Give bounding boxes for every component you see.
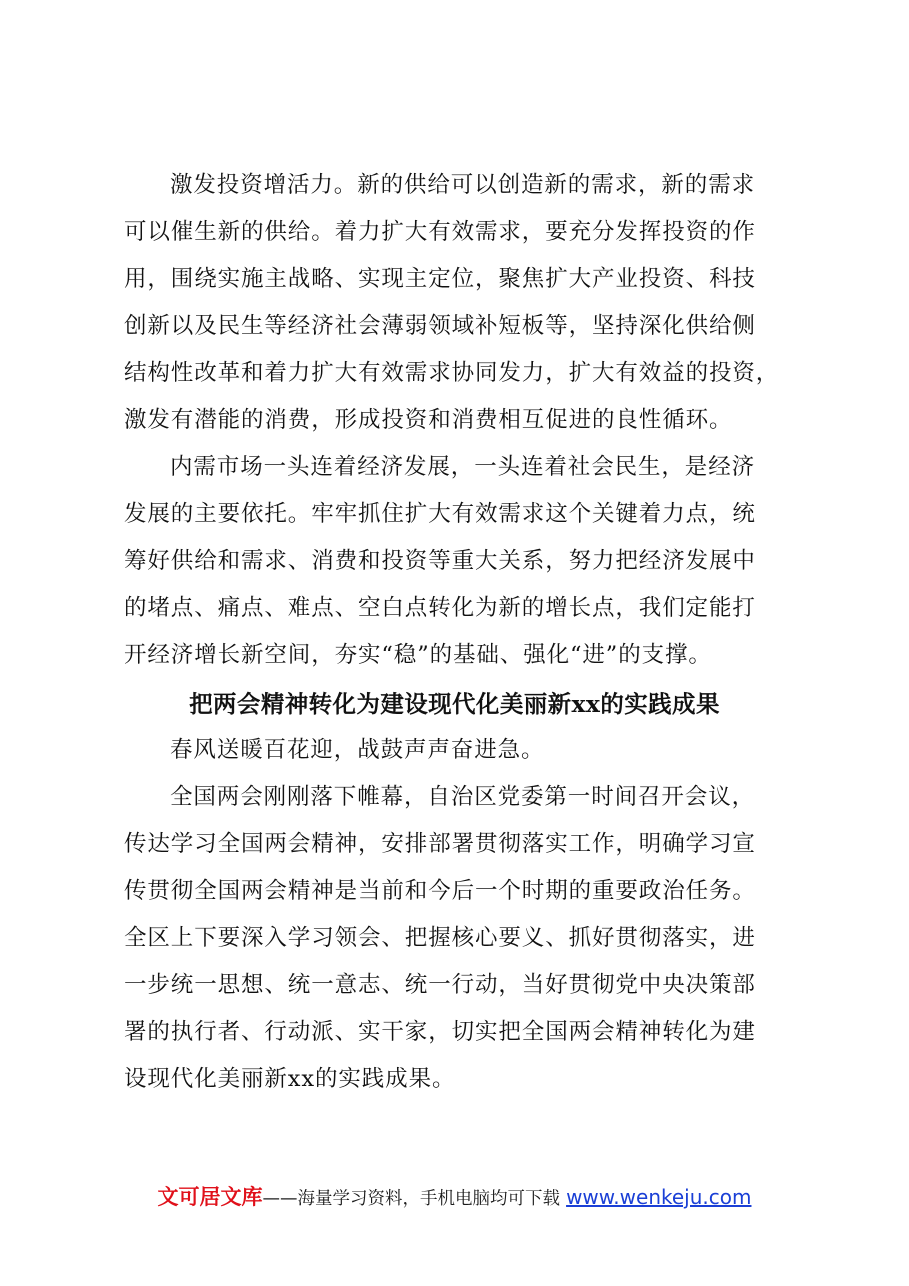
footer-link[interactable]: www.wenkeju.com [566,1185,752,1209]
paragraph-line: 激发投资增活力。新的供给可以创造新的需求，新的需求 [170,172,756,198]
paragraph-line: 用，围绕实施主战略、实现主定位，聚焦扩大产业投资、科技 [124,266,756,292]
paragraph-line: 全国两会刚刚落下帷幕，自治区党委第一时间召开会议， [170,784,756,810]
paragraph-line: 筹好供给和需求、消费和投资等重大关系，努力把经济发展中 [124,548,756,574]
paragraph-line: 创新以及民生等经济社会薄弱领域补短板等，坚持深化供给侧 [124,313,756,339]
paragraph-line: 结构性改革和着力扩大有效需求协同发力，扩大有效益的投资， [124,360,780,386]
paragraph-line: 全区上下要深入学习领会、把握核心要义、抓好贯彻落实，进 [124,925,756,951]
paragraph-line: 内需市场一头连着经济发展，一头连着社会民生，是经济 [170,454,756,480]
paragraph-line: 署的执行者、行动派、实干家，切实把全国两会精神转化为建 [124,1019,756,1045]
section-heading: 把两会精神转化为建设现代化美丽新xx的实践成果 [189,690,720,718]
paragraph-line: 的堵点、痛点、难点、空白点转化为新的增长点，我们定能打 [124,595,756,621]
paragraph-line: 传贯彻全国两会精神是当前和今后一个时期的重要政治任务。 [124,878,756,904]
paragraph-line: 设现代化美丽新xx的实践成果。 [124,1066,456,1092]
paragraph-line: 开经济增长新空间，夯实“稳”的基础、强化“进”的支撑。 [124,642,712,668]
paragraph-line: 可以催生新的供给。着力扩大有效需求，要充分发挥投资的作 [124,219,756,245]
paragraph-line: 发展的主要依托。牢牢抓住扩大有效需求这个关键着力点，统 [124,501,756,527]
footer-brand: 文可居文库 [157,1185,263,1209]
paragraph-line: 春风送暖百花迎，战鼓声声奋进急。 [170,737,545,763]
paragraph-line: 传达学习全国两会精神，安排部署贯彻落实工作，明确学习宣 [124,831,756,857]
paragraph-line: 一步统一思想、统一意志、统一行动，当好贯彻党中央决策部 [124,972,756,998]
paragraph-line: 激发有潜能的消费，形成投资和消费相互促进的良性循环。 [124,407,733,433]
footer-tagline: ——海量学习资料，手机电脑均可下载 [262,1189,561,1209]
footer [0,1183,909,1213]
